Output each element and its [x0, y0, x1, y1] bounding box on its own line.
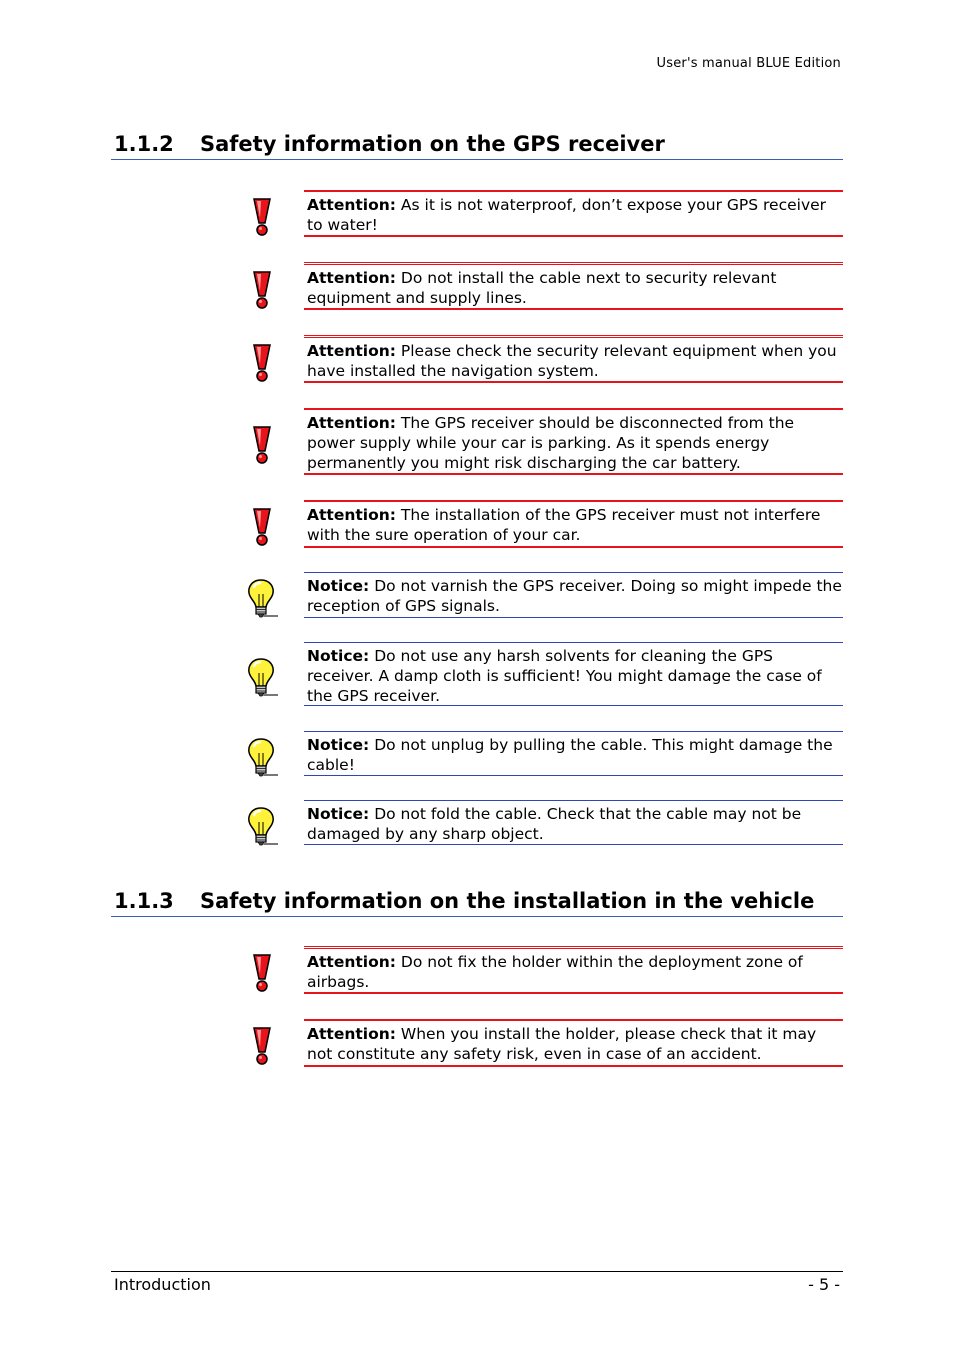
attention-text: As it is not waterproof, don’t expose your GPS receiver to water! — [307, 196, 827, 234]
attention-box — [304, 262, 843, 310]
exclamation-warning-icon — [244, 342, 280, 384]
attention-label: Attention: — [307, 506, 396, 524]
attention-label: Attention: — [307, 1025, 396, 1043]
notice-label: Notice: — [307, 647, 370, 665]
notice-label: Notice: — [307, 805, 370, 823]
notice-text: Do not varnish the GPS receiver. Doing so might impede the reception of GPS signals. — [307, 577, 842, 615]
exclamation-warning-icon — [244, 1025, 280, 1067]
exclamation-warning-icon — [244, 952, 280, 994]
attention-label: Attention: — [307, 953, 396, 971]
exclamation-warning-icon — [244, 424, 280, 466]
lightbulb-notice-icon — [244, 656, 280, 698]
section-number: 1.1.2 — [114, 132, 174, 156]
section-number: 1.1.3 — [114, 889, 174, 913]
notice-text: Do not use any harsh solvents for cleaning the GPS receiver. A damp cloth is sufficient! You might damage the case of the GPS receiver. — [307, 647, 822, 705]
exclamation-warning-icon — [244, 196, 280, 238]
attention-text: Do not install the cable next to security relevant equipment and supply lines. — [307, 269, 777, 307]
notice-box — [304, 572, 843, 618]
attention-text: Please check the security relevant equipment when you have installed the navigation system. — [307, 342, 837, 380]
section-heading-1-1-3 — [111, 889, 843, 917]
attention-box — [304, 335, 843, 383]
attention-box — [304, 190, 843, 237]
page-footer — [111, 1271, 843, 1294]
lightbulb-notice-icon — [244, 805, 280, 847]
footer-chapter: Introduction — [114, 1275, 211, 1294]
lightbulb-notice-icon — [244, 577, 280, 619]
attention-box — [304, 408, 843, 475]
lightbulb-notice-icon — [244, 736, 280, 778]
section-title: Safety information on the installation in the vehicle — [200, 889, 815, 913]
attention-box — [304, 500, 843, 548]
notice-label: Notice: — [307, 577, 370, 595]
attention-label: Attention: — [307, 414, 396, 432]
section-heading-1-1-2 — [111, 132, 843, 160]
attention-text: Do not fix the holder within the deployment zone of airbags. — [307, 953, 803, 991]
attention-label: Attention: — [307, 269, 396, 287]
notice-text: Do not unplug by pulling the cable. This might damage the cable! — [307, 736, 833, 774]
page-number: - 5 - — [808, 1275, 840, 1294]
attention-text: When you install the holder, please check that it may not constitute any safety risk, even in case of an accident. — [307, 1025, 817, 1063]
section-title: Safety information on the GPS receiver — [200, 132, 665, 156]
notice-box — [304, 800, 843, 845]
attention-text: The GPS receiver should be disconnected from the power supply while your car is parking. As it spends energy permanently you might risk discharging the car battery. — [307, 414, 795, 472]
notice-box — [304, 642, 843, 706]
exclamation-warning-icon — [244, 269, 280, 311]
notice-text: Do not fold the cable. Check that the cable may not be damaged by any sharp object. — [307, 805, 802, 843]
attention-label: Attention: — [307, 196, 396, 214]
running-header: User's manual BLUE Edition — [656, 56, 841, 71]
exclamation-warning-icon — [244, 506, 280, 548]
attention-label: Attention: — [307, 342, 396, 360]
attention-text: The installation of the GPS receiver must not interfere with the sure operation of your car. — [307, 506, 821, 544]
attention-box — [304, 946, 843, 994]
attention-box — [304, 1019, 843, 1067]
notice-label: Notice: — [307, 736, 370, 754]
notice-box — [304, 731, 843, 776]
